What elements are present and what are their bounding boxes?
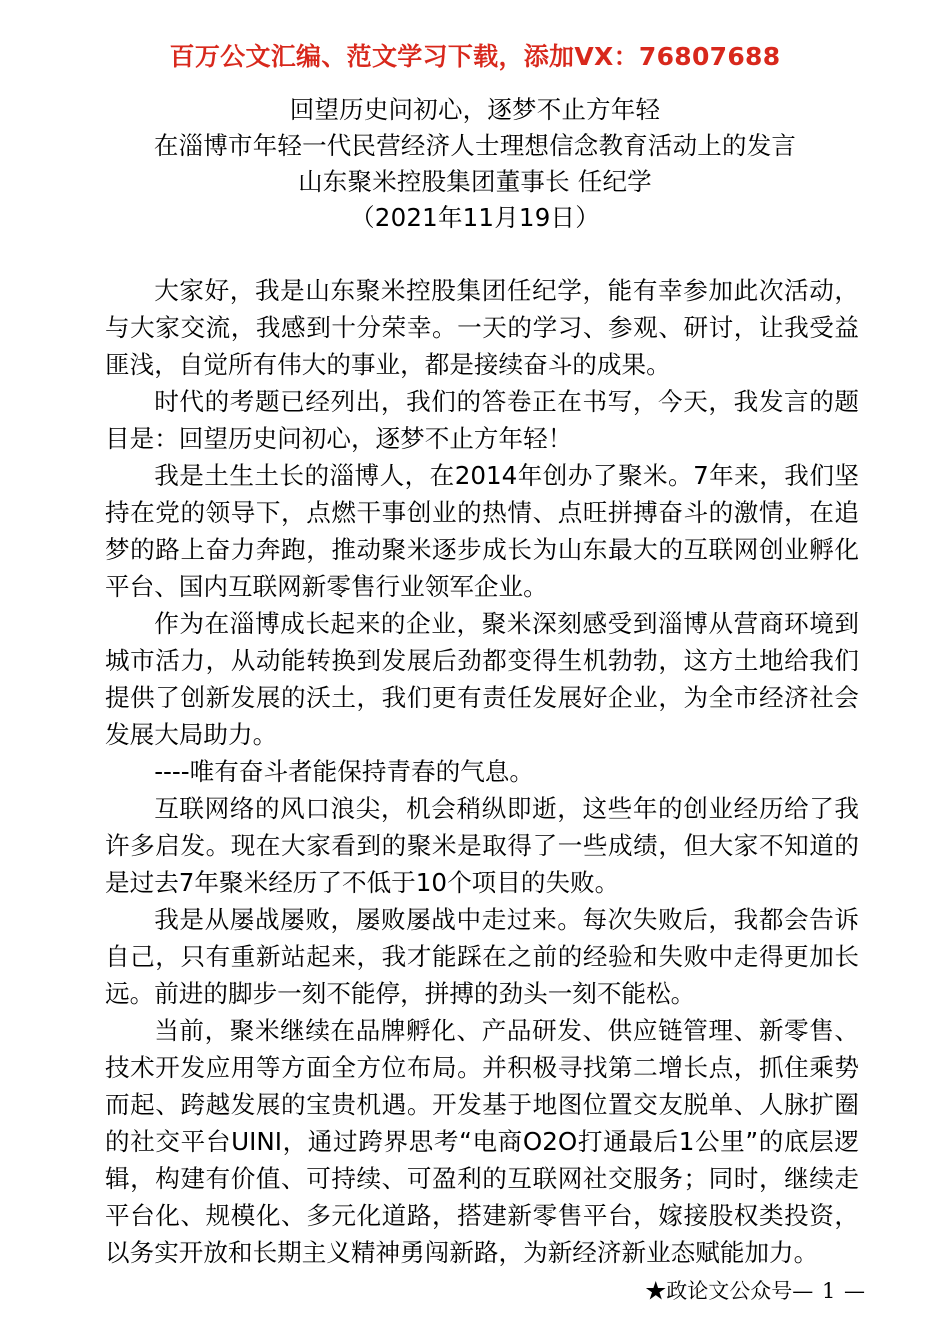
page-footer	[0, 1277, 950, 1305]
title-block	[0, 92, 950, 236]
page-number: — 1 —	[792, 1279, 866, 1303]
body-paragraph-dashed: ----唯有奋斗者能保持青春的气息。	[154, 757, 534, 786]
body-paragraph: 作为在淄博成长起来的企业，聚米深刻感受到淄博从营商环境到城市活力，从动能转换到发展后劲都变得生机勃勃，这方土地给我们提供了创新发展的沃土，我们更有责任发展好企业，为全市经济社会发展大局助力。	[105, 609, 859, 749]
star-icon: ★	[645, 1279, 667, 1303]
document-body	[105, 272, 859, 1271]
document-title-main: 回望历史问初心，逐梦不止方年轻	[289, 95, 661, 124]
promo-banner: 百万公文汇编、范文学习下载，添加VX：76807688	[169, 42, 781, 71]
footer-brand: 政论文公众号	[666, 1279, 793, 1303]
body-paragraph: 我是从屡战屡败，屡败屡战中走过来。每次失败后，我都会告诉自己，只有重新站起来，我才能踩在之前的经验和失败中走得更加长远。前进的脚步一刻不能停，拼搏的劲头一刻不能松。	[105, 905, 859, 1008]
body-paragraph: 我是土生土长的淄博人，在2014年创办了聚米。7年来，我们坚持在党的领导下，点燃干事创业的热情、点旺拼搏奋斗的激情，在追梦的路上奋力奔跑，推动聚米逐步成长为山东最大的互联网创业孵化平台、国内互联网新零售行业领军企业。	[105, 461, 859, 601]
document-title-author: 山东聚米控股集团董事长 任纪学	[298, 167, 652, 196]
document-title-date: （2021年11月19日）	[350, 203, 600, 232]
body-paragraph: 时代的考题已经列出，我们的答卷正在书写，今天，我发言的题目是：回望历史问初心，逐梦不止方年轻！	[105, 387, 859, 453]
body-paragraph: 互联网络的风口浪尖，机会稍纵即逝，这些年的创业经历给了我许多启发。现在大家看到的聚米是取得了一些成绩，但大家不知道的是过去7年聚米经历了不低于10个项目的失败。	[105, 794, 859, 897]
document-title-subtitle: 在淄博市年轻一代民营经济人士理想信念教育活动上的发言	[153, 131, 797, 160]
body-paragraph: 当前，聚米继续在品牌孵化、产品研发、供应链管理、新零售、技术开发应用等方面全方位布局。并积极寻找第二增长点，抓住乘势而起、跨越发展的宝贵机遇。开发基于地图位置交友脱单、人脉扩圈的社交平台UINI，通过跨界思考“电商O2O打通最后1公里”的底层逻辑，构建有价值、可持续、可盈利的互联网社交服务；同时，继续走平台化、规模化、多元化道路，搭建新零售平台，嫁接股权类投资，以务实开放和长期主义精神勇闯新路，为新经济新业态赋能加力。	[105, 1016, 859, 1267]
body-paragraph: 大家好，我是山东聚米控股集团任纪学，能有幸参加此次活动，与大家交流，我感到十分荣幸。一天的学习、参观、研讨，让我受益匪浅，自觉所有伟大的事业，都是接续奋斗的成果。	[105, 276, 859, 379]
